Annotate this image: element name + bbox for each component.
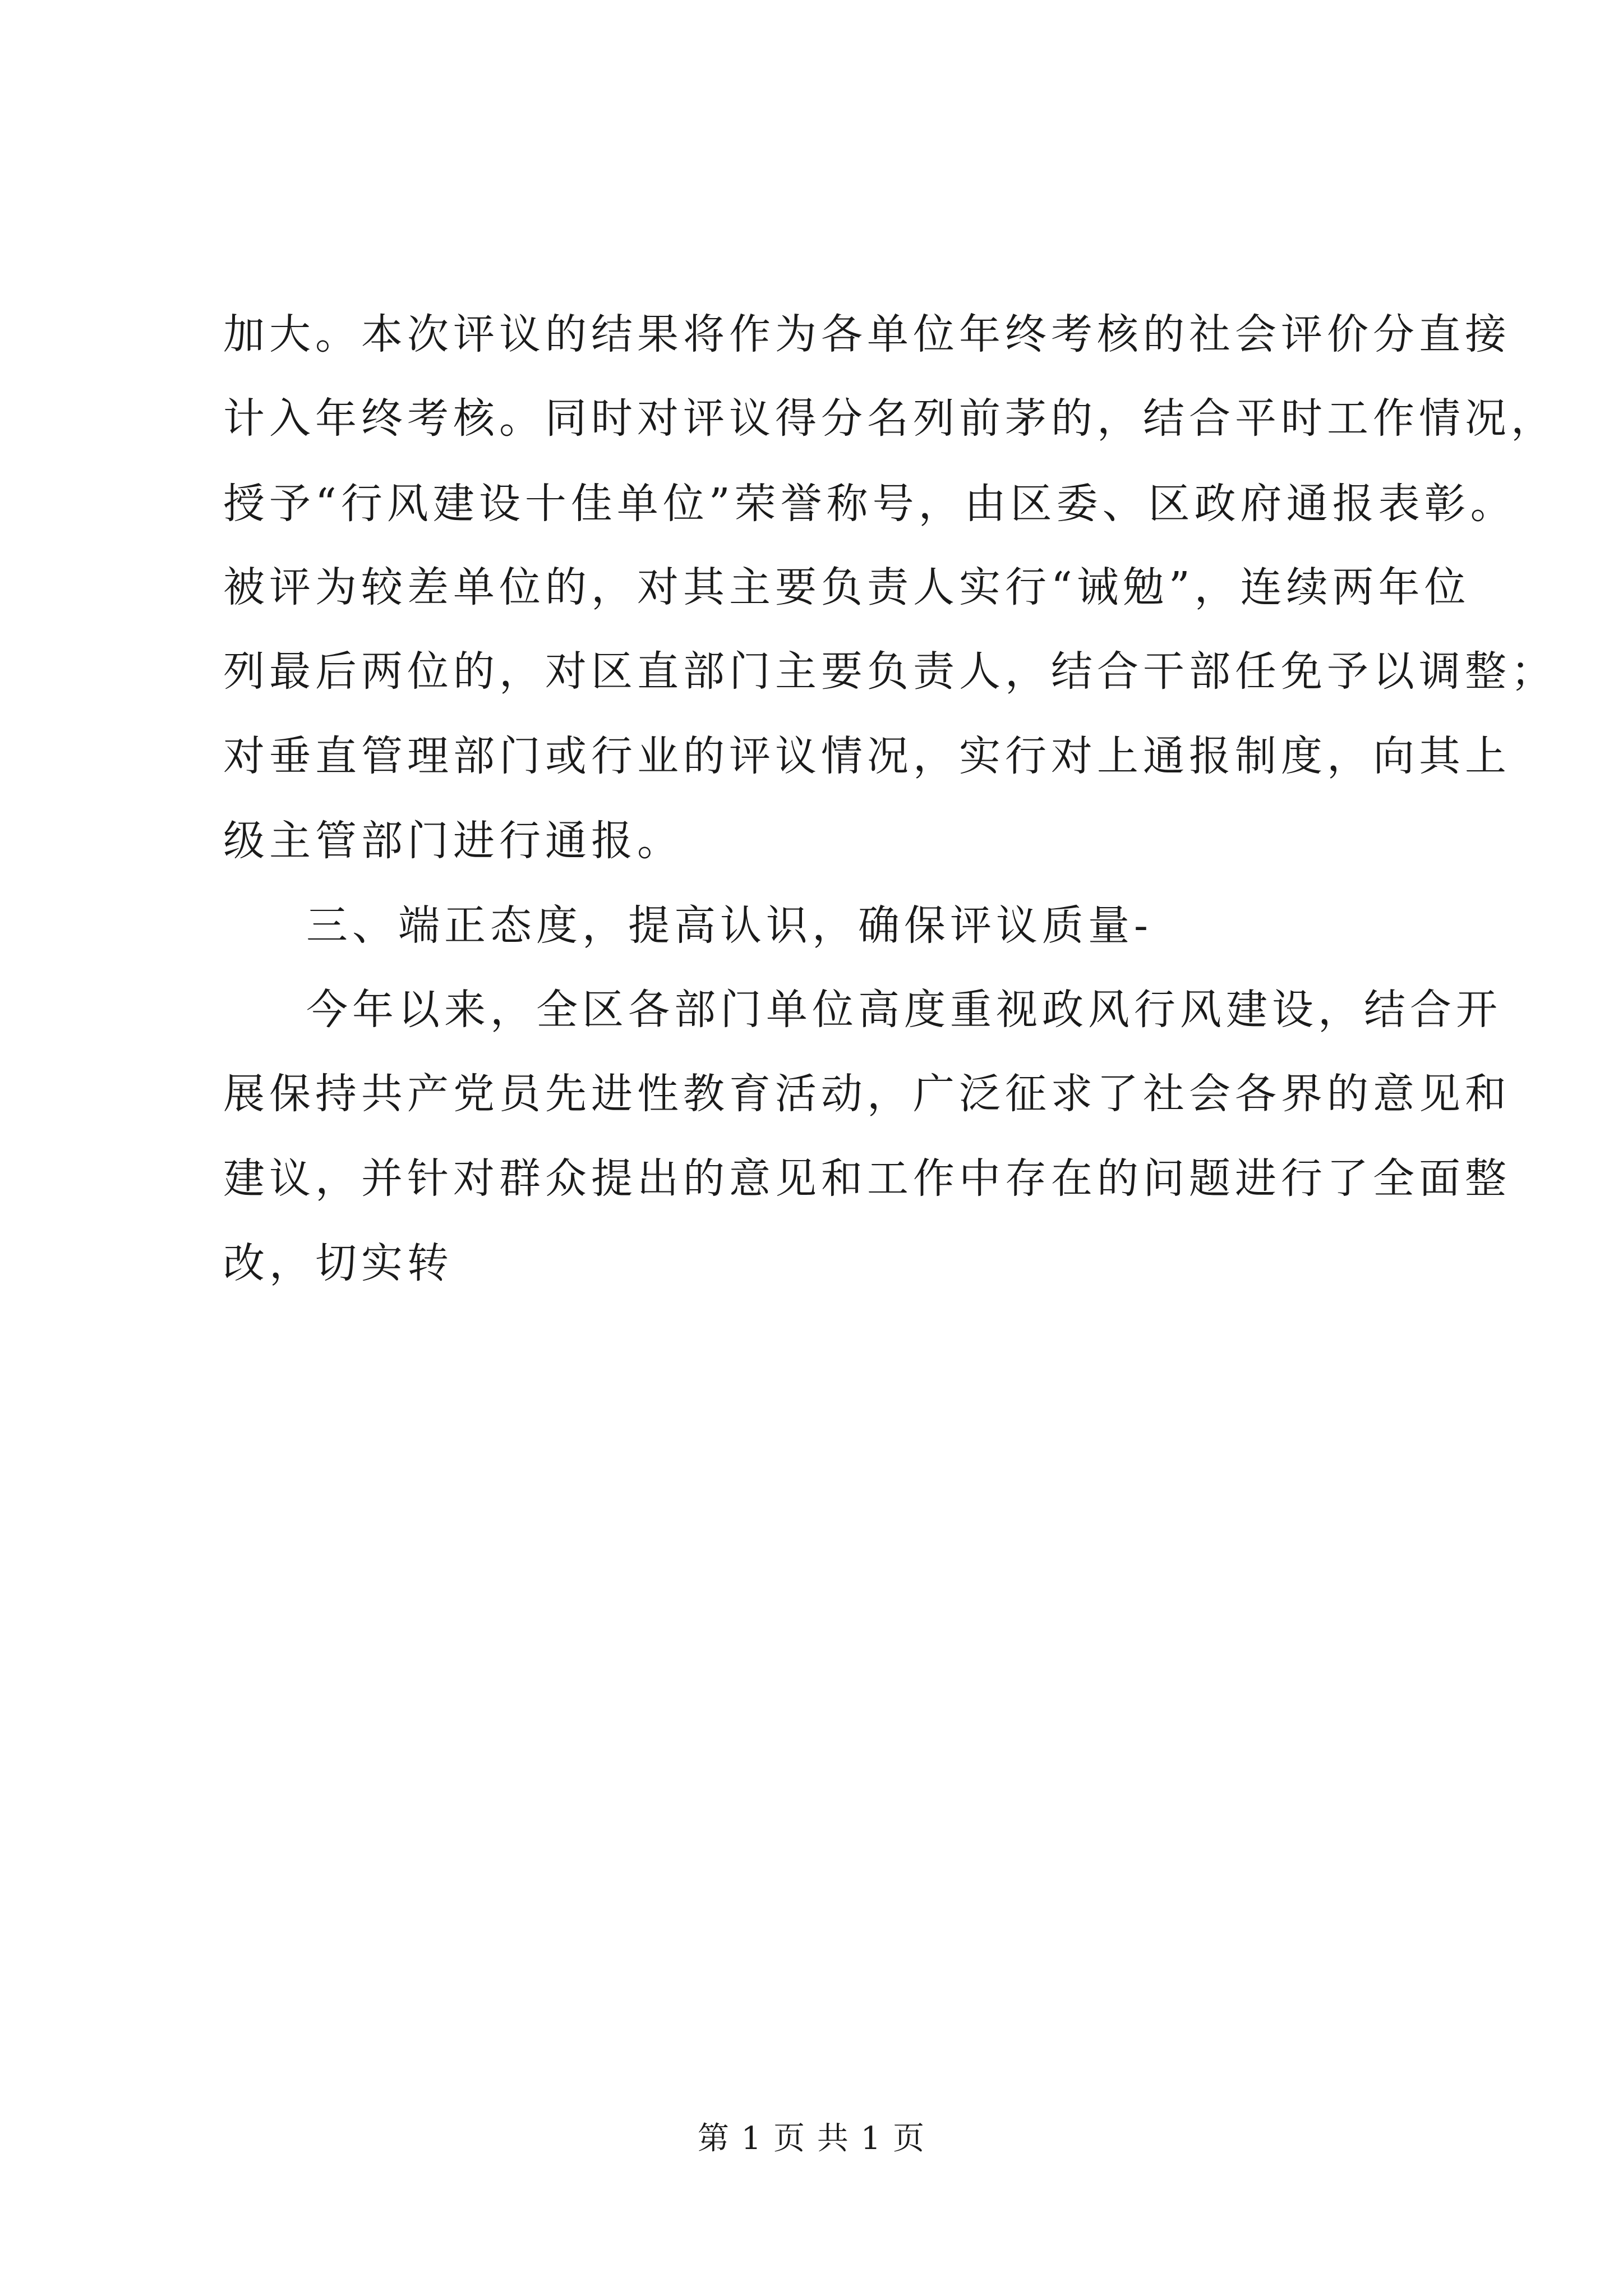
text-line: 展保持共产党员先进性教育活动，广泛征求了社会各界的意见和 [223, 1070, 1511, 1118]
text-line: 计入年终考核。同时对评议得分名列前茅的，结合平时工作情况， [223, 394, 1557, 443]
text-line: 加大。本次评议的结果将作为各单位年终考核的社会评价分直接 [223, 310, 1511, 358]
text-line: 被评为较差单位的，对其主要负责人实行“诫勉”，连续两年位 [223, 563, 1470, 611]
text-line: 级主管部门进行通报。 [223, 817, 683, 865]
text-line: 列最后两位的，对区直部门主要负责人，结合干部任免予以调整； [223, 647, 1557, 696]
text-line: 对垂直管理部门或行业的评议情况，实行对上通报制度，向其上 [223, 732, 1511, 780]
text-line: 授予“行风建设十佳单位”荣誉称号，由区委、区政府通报表彰。 [223, 480, 1516, 528]
text-line: 今年以来，全区各部门单位高度重视政风行风建设，结合开 [306, 986, 1502, 1034]
text-line: 改，切实转 [223, 1239, 453, 1287]
text-line: 建议，并针对群众提出的意见和工作中存在的问题进行了全面整 [223, 1154, 1511, 1203]
section-heading: 三、端正态度，提高认识，确保评议质量- [306, 901, 1153, 950]
page-footer: 第 1 页 共 1 页 [697, 2120, 926, 2157]
